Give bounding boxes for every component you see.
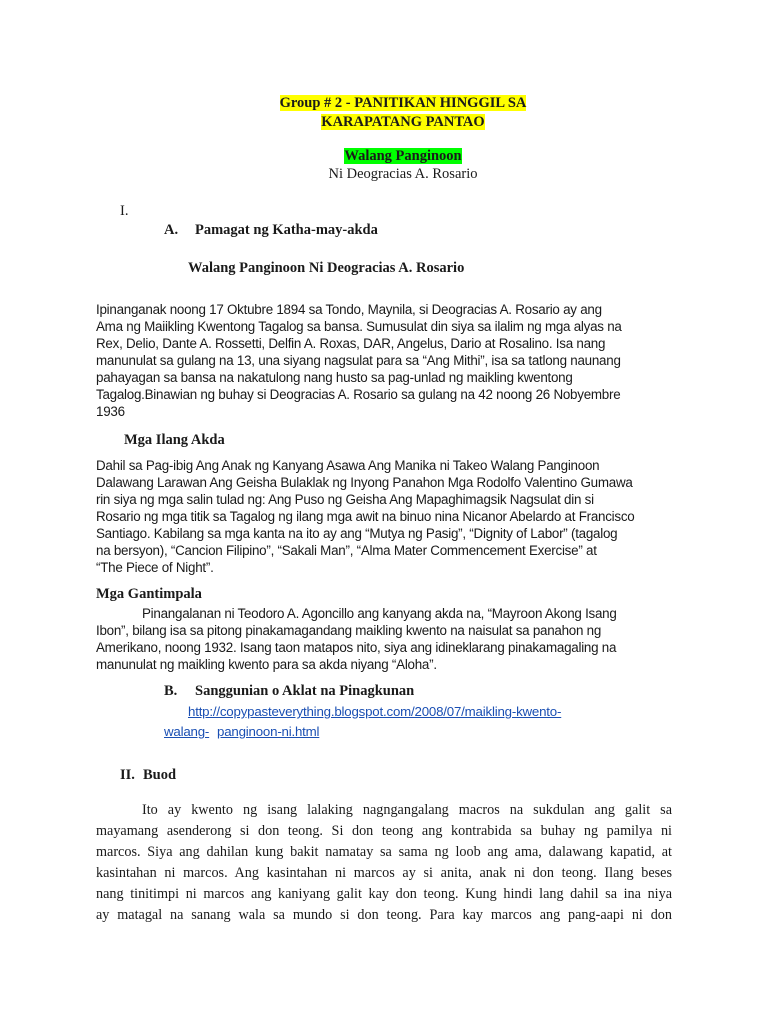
bio-line: pahayagan sa bansa na nakatulong nang husto sa pag-unlad ng maikling kwentong (96, 370, 573, 385)
bio-line: manunulat sa gulang na 13, una siyang nagsulat para sa “Ang Mithi”, isa sa tatlong naunang (96, 353, 621, 368)
works-line: Dahil sa Pag-ibig Ang Anak ng Kanyang Asawa Ang Manika ni Takeo Walang Panginoon (96, 458, 600, 473)
section-1a-heading: Pamagat ng Katha-may-akda (195, 222, 378, 238)
awards-heading: Mga Gantimpala (96, 586, 202, 602)
bio-line: 1936 (96, 404, 125, 419)
source-link-line-2a[interactable]: walang- (164, 724, 210, 739)
awards-line: manunulat ng maikling kwento para sa akda niyang “Aloha”. (96, 657, 437, 672)
bio-line: Ipinanganak noong 17 Oktubre 1894 sa Tondo, Maynila, si Deogracias A. Rosario ay ang (96, 302, 602, 317)
summary-line: marcos. Siya ang dahilan kung bakit namatay sa sama ng loob ang ama, dalawang kapatid, at (96, 844, 672, 860)
summary-line: nang tinitimpi ni marcos ang kaniyang galit kay don teong. Kung hindi lang dahil sa ina niya (96, 886, 672, 902)
section-2-heading: Buod (143, 767, 177, 783)
section-1b-heading: Sanggunian o Aklat na Pinagkunan (195, 683, 415, 699)
summary-line: mayamang asenderong si don teong. Si don teong ang kontrabida sa buhay ng pamilya ni (96, 823, 672, 839)
bio-paragraph (96, 301, 676, 420)
works-heading: Mga Ilang Akda (124, 432, 225, 448)
source-link-line-2b[interactable]: panginoon-ni.html (217, 724, 320, 739)
section-1b-label: B. (164, 683, 178, 699)
section-1a-label: A. (164, 222, 179, 238)
title-line-2: KARAPATANG PANTAO (321, 114, 485, 130)
awards-line: Pinangalanan ni Teodoro A. Agoncillo ang kanyang akda na, “Mayroon Akong Isang (142, 606, 617, 621)
works-line: Rosario ng mga titik sa Tagalog ng ilang mga awit na binuo nina Nicanor Abelardo at Francisco (96, 509, 635, 524)
bio-line: Ama ng Maiikling Kwentong Tagalog sa bansa. Sumusulat din siya sa ilalim ng mga alyas na (96, 319, 622, 334)
works-line: Dalawang Larawan Ang Geisha Bulaklak ng Inyong Panahon Mga Rodolfo Valentino Gumawa (96, 475, 633, 490)
awards-line: Ibon”, bilang isa sa pitong pinakamagandang maikling kwento na naisulat sa panahon ng (96, 623, 602, 638)
works-line: Santiago. Kabilang sa mga kanta na ito ay ang “Mutya ng Pasig”, “Dignity of Labor” (tagalog (96, 526, 618, 541)
source-link-line-1[interactable]: http://copypasteverything.blogspot.com/2008/07/maikling-kwento- (188, 704, 562, 719)
bio-line: Tagalog.Binawian ng buhay si Deogracias A. Rosario sa gulang na 42 noong 26 Nobyembre (96, 387, 621, 402)
work-title-text: Walang Panginoon (344, 148, 462, 164)
title-line-1: Group # 2 - PANITIKAN HINGGIL SA (279, 95, 527, 111)
summary-line: ay matagal na sanang wala sa mundo si don teong. Para kay marcos ang pang-aapi ni don (96, 907, 672, 923)
summary-line: kasintahan ni marcos. Ang kasintahan ni marcos ay si anita, anak ni don teong. Ilang beses (96, 865, 672, 881)
works-paragraph (96, 457, 676, 576)
summary-line: Ito ay kwento ng isang lalaking nagngangalang macros na sukdulan ang galit sa (142, 802, 672, 818)
summary-paragraph (96, 800, 672, 926)
document-title (0, 94, 768, 132)
works-line: rin siya ng mga salin tulad ng: Ang Puso ng Geisha Ang Mapaghimagsik Nagsulat din si (96, 492, 594, 507)
bio-line: Rex, Delio, Dante A. Rossetti, Delfin A. Roxas, DAR, Angelus, Dario at Rosalino. Isa nang (96, 336, 606, 351)
author-line: Ni Deogracias A. Rosario (328, 166, 478, 182)
awards-paragraph (96, 605, 676, 673)
works-line: “The Piece of Night”. (96, 560, 214, 575)
works-line: na bersyon), “Cancion Filipino”, “Sakali Man”, “Alma Mater Commencement Exercise” at (96, 543, 597, 558)
work-title (0, 148, 768, 165)
awards-line: Amerikano, noong 1932. Isang taon matapos nito, siya ang idineklarang pinakamagaling na (96, 640, 617, 655)
section-1-numeral: I. (120, 203, 129, 219)
section-2-numeral: II. (120, 767, 135, 783)
section-1a-subheading: Walang Panginoon Ni Deogracias A. Rosario (188, 260, 465, 276)
